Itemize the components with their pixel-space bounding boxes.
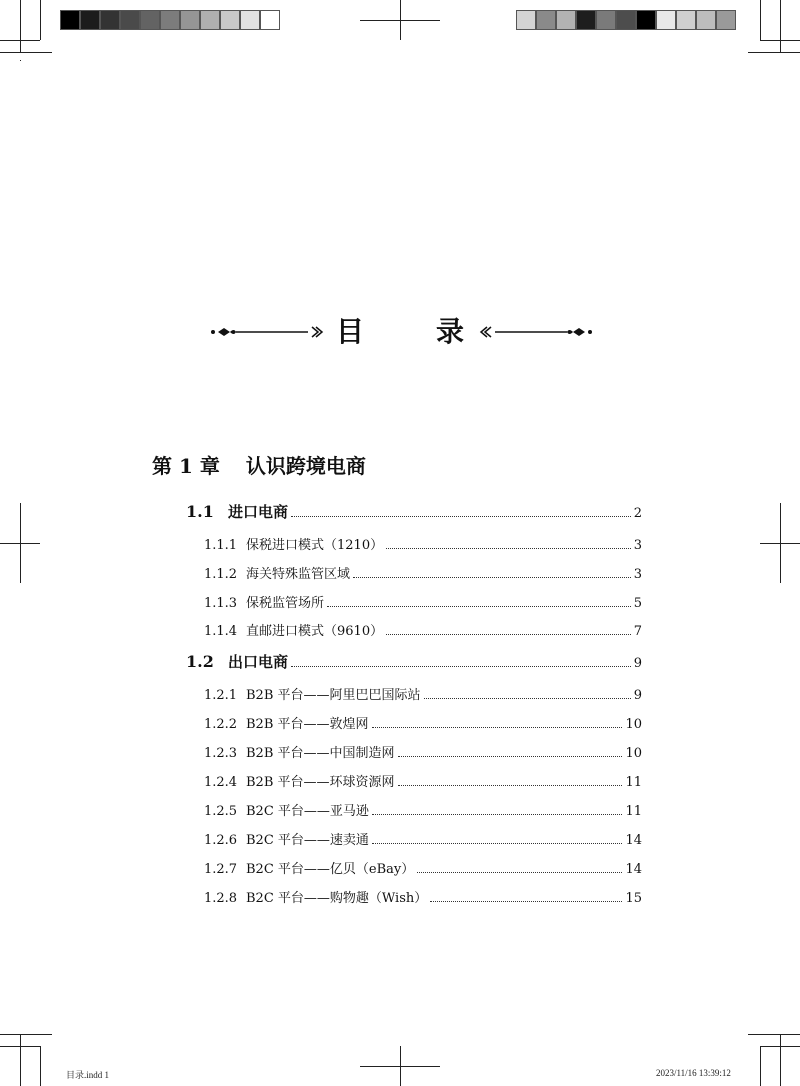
color-swatch (240, 10, 260, 30)
color-swatch (516, 10, 536, 30)
color-swatch (716, 10, 736, 30)
dot-leader (398, 784, 623, 786)
toc-subsection-row[interactable] (204, 887, 642, 909)
dot-leader (372, 842, 623, 844)
color-swatch (696, 10, 716, 30)
subsection-number: 1.2.3 (204, 746, 238, 761)
dot-leader (353, 576, 631, 578)
crop-mark-line (40, 1046, 41, 1086)
subsection-number: 1.1.4 (204, 624, 238, 639)
chapter-heading (152, 452, 366, 480)
color-swatch (60, 10, 80, 30)
ornament-right-icon (478, 322, 593, 342)
subsection-number: 1.2.2 (204, 717, 238, 732)
color-swatch (140, 10, 160, 30)
page-number: 11 (625, 804, 642, 819)
color-swatch (636, 10, 656, 30)
subsection-title: 直邮进口模式（9610） (246, 624, 384, 639)
dot-leader (398, 755, 623, 757)
crop-mark-line (20, 1034, 21, 1086)
crop-mark-line (760, 1046, 800, 1047)
toc-subsection-row[interactable] (204, 563, 642, 585)
page-number: 5 (633, 596, 642, 611)
chapter-title: 认识跨境电商 (245, 454, 366, 478)
color-swatch (260, 10, 280, 30)
subsection-title: 保税监管场所 (246, 596, 325, 611)
page-title: 目 录 (335, 315, 486, 348)
toc-subsection-row[interactable] (204, 592, 642, 614)
color-swatch (596, 10, 616, 30)
registration-mark (400, 0, 401, 40)
crop-mark-line (20, 0, 21, 52)
color-swatch (656, 10, 676, 30)
subsection-title: B2C 平台——速卖通 (246, 833, 369, 848)
color-swatch (200, 10, 220, 30)
dot-leader (327, 605, 631, 607)
toc-section-row[interactable] (186, 651, 642, 675)
crop-mark-line (40, 0, 41, 40)
subsection-number: 1.1.1 (204, 538, 238, 553)
toc-subsection-row[interactable] (204, 713, 642, 735)
footer-filename: 目录.indd 1 (66, 1070, 110, 1080)
color-swatch (80, 10, 100, 30)
toc-subsection-row[interactable] (204, 858, 642, 880)
color-bar-right (516, 10, 736, 30)
page-number: 9 (633, 656, 642, 671)
color-swatch (536, 10, 556, 30)
crop-mark-line (0, 52, 52, 53)
color-swatch (676, 10, 696, 30)
color-swatch (180, 10, 200, 30)
section-title: 进口电商 (228, 503, 289, 521)
color-swatch (160, 10, 180, 30)
subsection-title: B2B 平台——中国制造网 (246, 746, 395, 761)
subsection-number: 1.2.5 (204, 804, 238, 819)
subsection-title: B2B 平台——环球资源网 (246, 775, 395, 790)
toc-subsection-row[interactable] (204, 742, 642, 764)
subsection-title: 保税进口模式（1210） (246, 538, 384, 553)
registration-mark (400, 1046, 401, 1086)
page-number: 14 (625, 833, 642, 848)
color-swatch (556, 10, 576, 30)
color-swatch (576, 10, 596, 30)
color-swatch (616, 10, 636, 30)
crop-mark-line (780, 0, 781, 52)
toc-subsection-row[interactable] (204, 684, 642, 706)
subsection-number: 1.1.2 (204, 567, 238, 582)
crop-mark-line (780, 1034, 781, 1086)
crop-mark-line (748, 52, 800, 53)
dot-leader (424, 697, 631, 699)
subsection-title: B2C 平台——购物趣（Wish） (246, 891, 428, 906)
subsection-title: B2B 平台——阿里巴巴国际站 (246, 688, 421, 703)
toc-subsection-row[interactable] (204, 620, 642, 642)
dot-leader (386, 633, 631, 635)
subsection-title: B2C 平台——亿贝（eBay） (246, 862, 415, 877)
chapter-label: 第 1 章 (152, 454, 220, 478)
page-number: 15 (625, 891, 642, 906)
page-number: 3 (633, 567, 642, 582)
subsection-number: 1.2.1 (204, 688, 238, 703)
section-title: 出口电商 (228, 653, 289, 671)
registration-mark (20, 503, 21, 583)
color-bar-left (60, 10, 280, 30)
dot-leader (291, 665, 631, 667)
subsection-title: B2C 平台——亚马逊 (246, 804, 369, 819)
page-number: 14 (625, 862, 642, 877)
registration-mark (780, 503, 781, 583)
crop-mark-line (0, 1046, 40, 1047)
subsection-title: 海关特殊监管区域 (246, 567, 351, 582)
toc-title-block (0, 310, 800, 354)
subsection-number: 1.1.3 (204, 596, 238, 611)
subsection-number: 1.2.6 (204, 833, 238, 848)
crop-mark-line (760, 1046, 761, 1086)
color-swatch (220, 10, 240, 30)
toc-subsection-row[interactable] (204, 800, 642, 822)
crop-mark-line (0, 1034, 52, 1035)
page-number: 10 (625, 746, 642, 761)
color-swatch (100, 10, 120, 30)
subsection-number: 1.2.7 (204, 862, 238, 877)
dot-leader (372, 726, 623, 728)
crop-mark-line (20, 60, 21, 61)
section-number: 1.2 (186, 652, 214, 671)
page-number: 9 (633, 688, 642, 703)
footer-timestamp: 2023/11/16 13:39:12 (656, 1068, 731, 1078)
dot-leader (372, 813, 623, 815)
page-number: 7 (633, 624, 642, 639)
dot-leader (291, 515, 631, 517)
page-number: 2 (633, 506, 642, 521)
toc-subsection-row[interactable] (204, 534, 642, 556)
toc-section-row[interactable] (186, 501, 642, 525)
crop-mark-line (760, 0, 761, 40)
crop-mark-line (748, 1034, 800, 1035)
color-swatch (120, 10, 140, 30)
dot-leader (430, 900, 622, 902)
subsection-title: B2B 平台——敦煌网 (246, 717, 369, 732)
page-number: 3 (633, 538, 642, 553)
page-number: 10 (625, 717, 642, 732)
section-number: 1.1 (186, 502, 214, 521)
toc-subsection-row[interactable] (204, 771, 642, 793)
dot-leader (386, 547, 631, 549)
page-number: 11 (625, 775, 642, 790)
toc-subsection-row[interactable] (204, 829, 642, 851)
dot-leader (417, 871, 622, 873)
subsection-number: 1.2.4 (204, 775, 238, 790)
subsection-number: 1.2.8 (204, 891, 238, 906)
